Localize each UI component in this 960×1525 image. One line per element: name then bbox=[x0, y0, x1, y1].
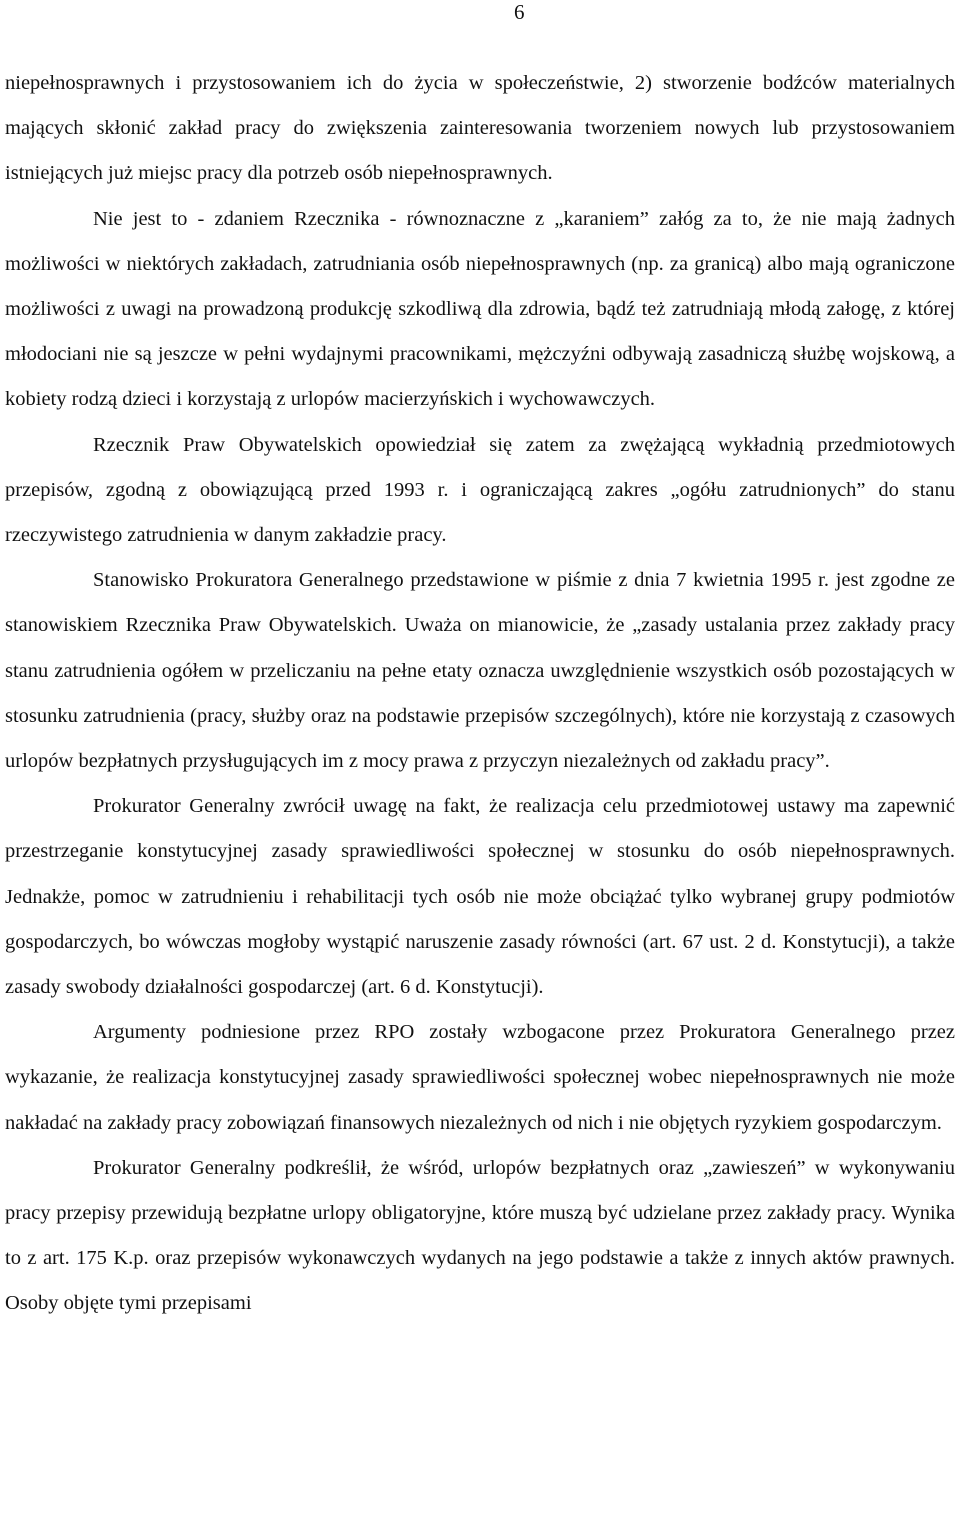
paragraph-unpaid-leave: Prokurator Generalny podkreślił, że wśród, urlopów bezpłatnych oraz „zawieszeń” w wykonywaniu pracy przepisy przewidują bezpłatne urlopy obligatoryjne, które muszą być udzielane przez zakłady pracy. Wynika to z art. 175 K.p. oraz przepisów wykonawczych wydanych na jego podstawie a także z innych aktów prawnych. Osoby objęte tymi przepisami bbox=[5, 1156, 955, 1315]
paragraph-prokurator-position: Stanowisko Prokuratora Generalnego przedstawione w piśmie z dnia 7 kwietnia 1995 r. jest zgodne ze stanowiskiem Rzecznika Praw Obywatelskich. Uważa on mianowicie, że „zasady ustalania przez zakłady pracy stanu zatrudnienia ogółem w przeliczaniu na pełne etaty oznacza uwzględnienie wszystkich osób pozostających w stosunku zatrudnienia (pracy, służby oraz na podstawie przepisów szczególnych), które nie korzystają z czasowych urlopów bezpłatnych przysługujących im z mocy prawa z przyczyn niezależnych od zakładu pracy”. bbox=[5, 569, 955, 773]
paragraph-prokurator-goal: Prokurator Generalny zwrócił uwagę na fakt, że realizacja celu przedmiotowej ustawy ma zapewnić przestrzeganie konstytucyjnej zasady sprawiedliwości społecznej w stosunku do osób niepełnosprawnych. Jednakże, pomoc w zatrudnieniu i rehabilitacji tych osób nie może obciążać tylko wybranej grupy podmiotów gospodarczych, bo wówczas mogłoby wystąpić naruszenie zasady równości (art. 67 ust. 2 d. Konstytucji), a także zasady swobody działalności gospodarczej (art. 6 d. Konstytucji). bbox=[5, 795, 955, 999]
paragraph-continuation: niepełnosprawnych i przystosowaniem ich do życia w społeczeństwie, 2) stworzenie bodźców materialnych mających skłonić zakład pracy do zwiększenia zainteresowania tworzeniem nowych lub przystosowaniem istniejących już miejsc pracy dla potrzeb osób niepełnosprawnych. bbox=[5, 72, 955, 185]
page-number: 6 bbox=[514, 0, 525, 24]
paragraph-arguments: Argumenty podniesione przez RPO zostały wzbogacone przez Prokuratora Generalnego przez wykazanie, że realizacja konstytucyjnej zasady sprawiedliwości społecznej wobec niepełnosprawnych nie może nakładać na zakłady pracy zobowiązań finansowych niezależnych od nich i nie objętych ryzykiem gospodarczym. bbox=[5, 1021, 955, 1134]
paragraph-rpo-interpretation: Rzecznik Praw Obywatelskich opowiedział się zatem za zwężającą wykładnią przedmiotowych przepisów, zgodną z obowiązującą przed 1993 r. i ograniczającą zakres „ogółu zatrudnionych” do stanu rzeczywistego zatrudnienia w danym zakładzie pracy. bbox=[5, 433, 955, 547]
document-body bbox=[5, 61, 955, 1327]
paragraph-rzecznik-opinion: Nie jest to - zdaniem Rzecznika - równoznaczne z „karaniem” załóg za to, że nie mają żadnych możliwości w niektórych zakładach, zatrudniania osób niepełnosprawnych (np. za granicą) albo mają ograniczone możliwości z uwagi na prowadzoną produkcję szkodliwą dla zdrowia, bądź też zatrudniają młodą załogę, z której młodociani nie są jeszcze w pełni wydajnymi pracownikami, mężczyźni odbywają zasadniczą służbę wojskową, a kobiety rodzą dzieci i korzystają z urlopów macierzyńskich i wychowawczych. bbox=[5, 207, 955, 411]
